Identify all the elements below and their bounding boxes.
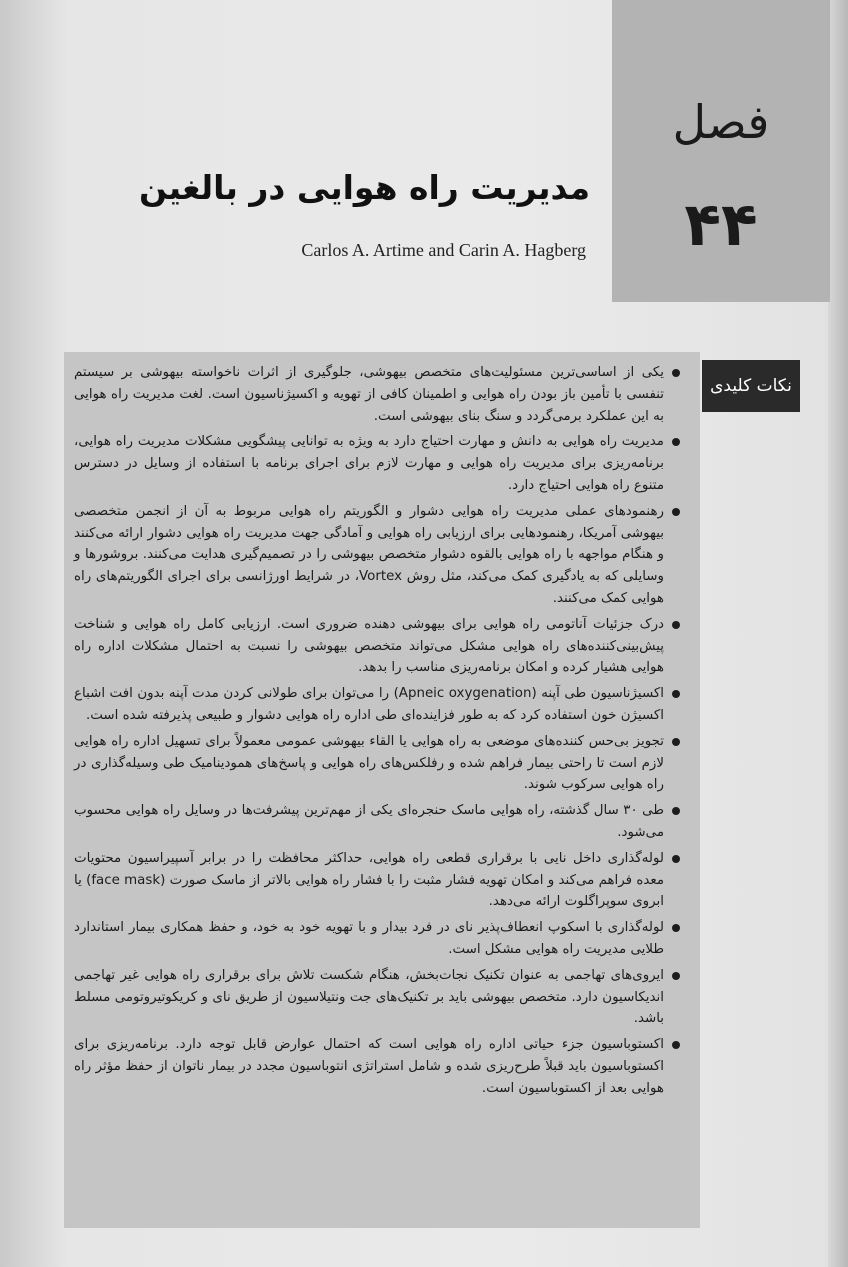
chapter-title: مدیریت راه هوایی در بالغین: [138, 168, 590, 207]
chapter-box: [612, 0, 830, 302]
key-points-box: [64, 352, 700, 1228]
key-point: طی ۳۰ سال گذشته، راه هوایی ماسک حنجره‌ای یکی از مهم‌ترین پیشرفت‌ها در وسایل راه هوایی محسوب می‌شود.: [74, 800, 682, 844]
key-point: لوله‌گذاری با اسکوپ انعطاف‌پذیر نای در فرد بیدار و با تهویه خود به خود، و حفظ همکاری بیمار استاندارد طلایی مدیریت راه هوایی مشکل است.: [74, 917, 682, 961]
key-point: رهنمودهای عملی مدیریت راه هوایی دشوار و الگوریتم راه هوایی مربوط به آن از انجمن متخصصی بیهوشی آمریکا، رهنمودهایی برای ارزیابی راه هوایی و آمادگی جهت مدیریت راه هوایی دشوار ارائه می‌کنند و هنگام مواجهه با راه هوایی بالقوه دشوار متخصص بیهوشی را در تصمیم‌گیری هدایت می‌کنند. بروشورها و وسایلی که به یادگیری کمک می‌کند، مثل روش Vortex، در شرایط اورژانسی برای اجرای الگوریتم‌های راه هوایی کمک می‌کنند.: [74, 501, 682, 610]
key-point: اکستوباسیون جزء حیاتی اداره راه هوایی است که احتمال عوارض قابل توجه دارد. برنامه‌ریزی برای اکستوباسیون باید قبلاً طرح‌ریزی شده و شامل استراتژی انتوباسیون مجدد در بیمار ناتوان از حفظ مؤثر راه هوایی بعد از اکستوباسیون است.: [74, 1034, 682, 1099]
key-point: تجویز بی‌حس کننده‌های موضعی به راه هوایی یا القاء بیهوشی عمومی معمولاً برای تسهیل اداره راه هوایی لازم است تا راحتی بیمار فراهم شده و رفلکس‌های راه هوایی و پاسخ‌های همودینامیک طی وسیله‌گذاری در راه هوایی سرکوب شوند.: [74, 731, 682, 796]
key-point: ایروی‌های تهاجمی به عنوان تکنیک نجات‌بخش، هنگام شکست تلاش برای برقراری راه هوایی غیر تهاجمی اندیکاسیون دارد. متخصص بیهوشی باید بر تکنیک‌های جت ونتیلاسیون از طریق نای و کریکوتیروتومی مسلط باشد.: [74, 965, 682, 1030]
key-point: یکی از اساسی‌ترین مسئولیت‌های متخصص بیهوشی، جلوگیری از اثرات ناخواسته بیهوشی بر سیستم تنفسی با تأمین باز بودن راه هوایی و اطمینان کافی از تهویه و اکسیژناسیون است. لغت مدیریت راه هوایی به این عملکرد برمی‌گردد و سنگ بنای بیهوشی است.: [74, 362, 682, 427]
chapter-word: فصل: [672, 95, 770, 149]
chapter-number: ۴۴: [684, 190, 758, 260]
key-points-label: نکات کلیدی: [702, 360, 800, 412]
key-point: اکسیژناسیون طی آپنه (Apneic oxygenation) را می‌توان برای طولانی کردن مدت آپنه بدون افت اشباع اکسیژن خون استفاده کرد که به طور فزاینده‌ای طی اداره راه هوایی دشوار و طبیعی پذیرفته شده است.: [74, 683, 682, 727]
page-edge-shadow: [828, 0, 848, 1267]
key-point: مدیریت راه هوایی به دانش و مهارت احتیاج دارد به ویژه به توانایی پیشگویی مشکلات مدیریت راه هوایی، برنامه‌ریزی برای مدیریت راه هوایی و مهارت لازم برای اجرای برنامه با استفاده از وسایل در دسترس متنوع راه هوایی احتیاج دارد.: [74, 431, 682, 496]
key-point: درک جزئیات آناتومی راه هوایی برای بیهوشی دهنده ضروری است. ارزیابی کامل راه هوایی و شناخت پیش‌بینی‌کننده‌های راه هوایی مشکل می‌تواند متخصص بیهوشی را نسبت به احتمال مشکلات اداره راه هوایی هشیار کرده و امکان برنامه‌ریزی مناسب را بدهد.: [74, 614, 682, 679]
key-point: لوله‌گذاری داخل نایی با برقراری قطعی راه هوایی، حداکثر محافظت را در برابر آسپیراسیون محتویات معده فراهم می‌کند و امکان تهویه فشار مثبت را با فشار راه هوایی بالاتر از ماسک صورت (face mask) یا ابروی سوپراگلوت ارائه می‌دهد.: [74, 848, 682, 913]
key-points-list: [74, 362, 682, 1100]
chapter-authors: Carlos A. Artime and Carin A. Hagberg: [301, 240, 586, 260]
